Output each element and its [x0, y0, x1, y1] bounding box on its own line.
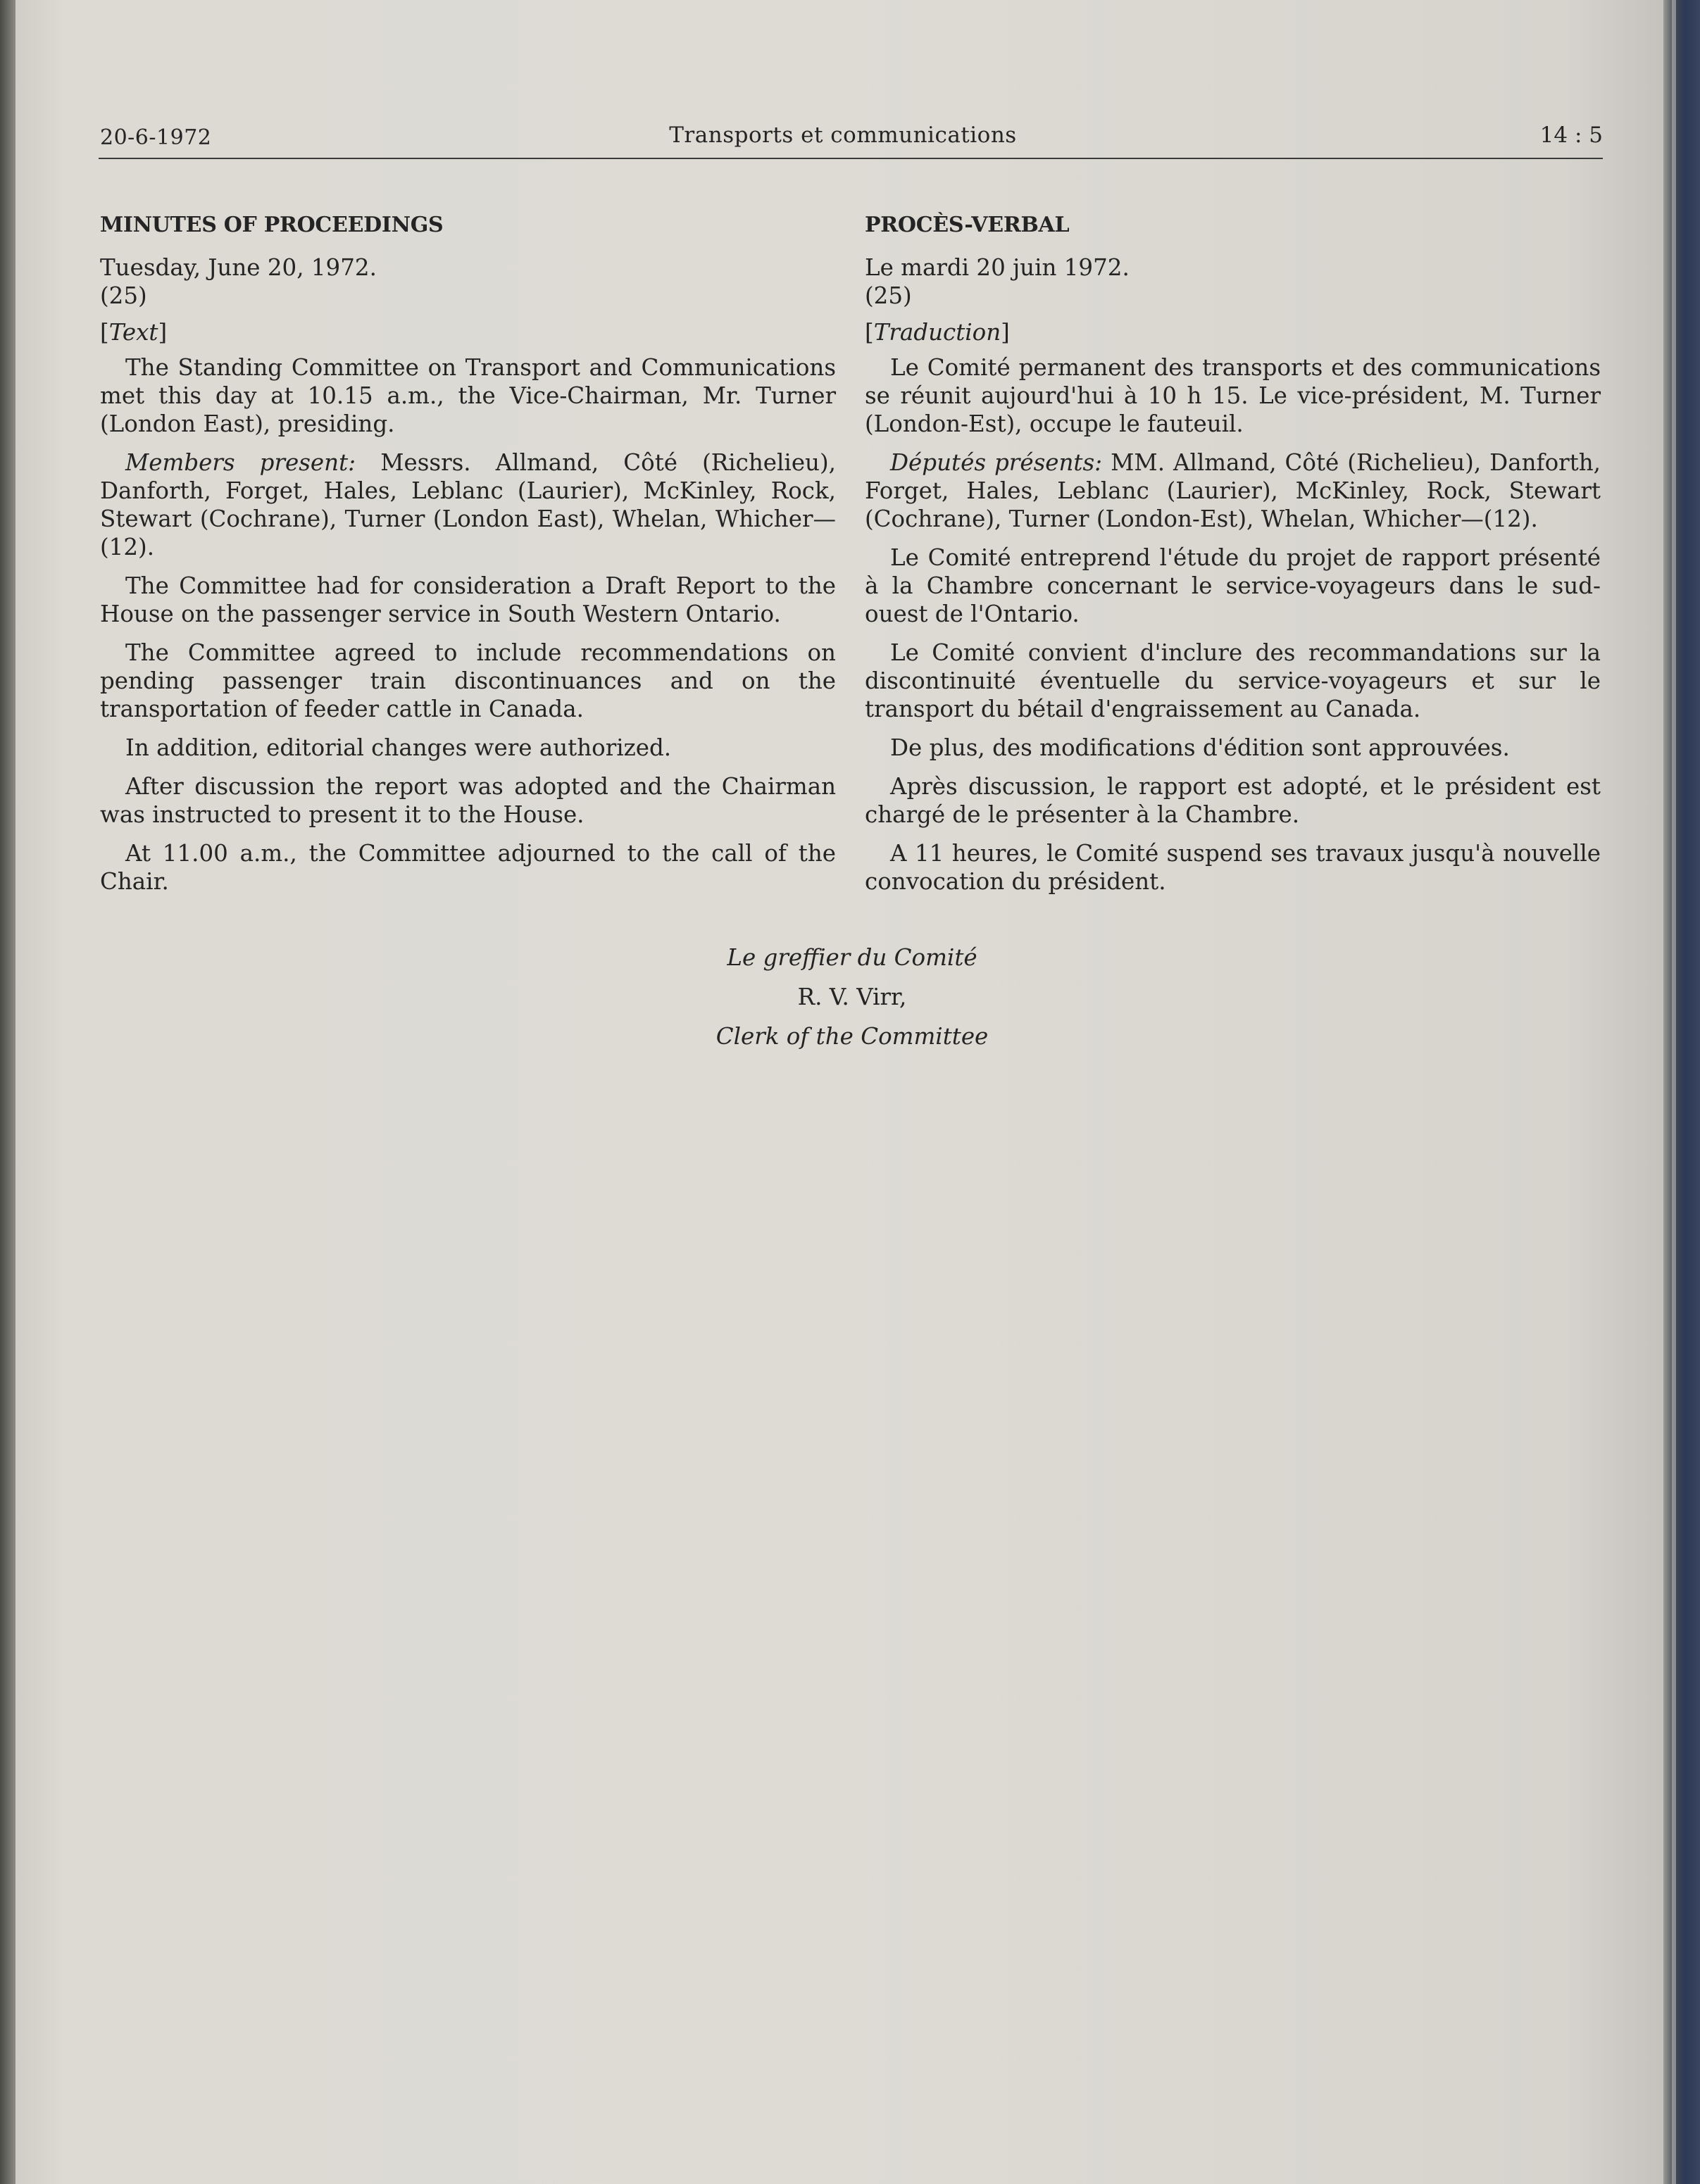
english-text-tag-label: Text [108, 319, 158, 346]
running-header [83, 120, 1603, 156]
signature-role-english: Clerk of the Committee [715, 1023, 989, 1050]
english-paragraph-agreement: The Committee agreed to include recommendations on pending passenger train discontinuances and on the transportation of feeder cattle in Canada. [100, 639, 836, 722]
french-heading: PROCÈS-VERBAL [865, 213, 1070, 237]
signature-name: R. V. Virr, [797, 984, 907, 1010]
english-paragraph-consideration: The Committee had for consideration a Draft Report to the House on the passenger service in South Western Ontario. [100, 572, 836, 627]
english-paragraph-adjournment: At 11.00 a.m., the Committee adjourned to the call of the Chair. [100, 840, 836, 895]
english-paragraph-adoption: After discussion the report was adopted and the Chairman was instructed to present it to the House. [100, 773, 836, 828]
french-paragraph-adoption: Après discussion, le rapport est adopté, et le président est chargé de le présenter à la Chambre. [865, 773, 1601, 828]
french-members-list: MM. Allmand, Côté (Richelieu), Danforth, Forget, Hales, Leblanc (Laurier), McKinley, Rock, Stewart (Cochrane), Turner (London-Est), Whelan, Whicher—(12). [865, 449, 1601, 532]
english-members-label: Members present: [125, 449, 356, 476]
signature-block [592, 942, 1113, 1060]
book-binding [1663, 0, 1700, 2184]
french-meeting-number: (25) [865, 282, 912, 309]
english-members-list: Messrs. Allmand, Côté (Richelieu), Danforth, Forget, Hales, Leblanc (Laurier), McKinley, Rock, Stewart (Cochrane), Turner (London East), Whelan, Whicher—(12). [100, 449, 836, 560]
header-page-number: 14 : 5 [1539, 123, 1603, 148]
french-paragraph-members [865, 448, 1601, 533]
binding-highlight [1672, 0, 1676, 2184]
english-column [100, 211, 836, 906]
header-title: Transports et communications [669, 123, 1017, 148]
signature-role-french: Le greffier du Comité [727, 944, 977, 971]
english-paragraph-members [100, 448, 836, 561]
french-paragraph-opening: Le Comité permanent des transports et des communications se réunit aujourd'hui à 10 h 15. Le vice-président, M. Turner (London-Est), occupe le fauteuil. [865, 354, 1601, 437]
header-date: 20-6-1972 [100, 125, 212, 150]
english-text-tag: [Text] [100, 319, 168, 346]
english-heading: MINUTES OF PROCEEDINGS [100, 213, 444, 237]
french-meeting-date: Le mardi 20 juin 1972. [865, 254, 1130, 281]
english-meeting-date: Tuesday, June 20, 1972. [100, 254, 377, 281]
english-paragraph-opening: The Standing Committee on Transport and Communications met this day at 10.15 a.m., the Vice-Chairman, Mr. Turner (London East), presiding. [100, 354, 836, 437]
english-paragraph-editorial: In addition, editorial changes were authorized. [125, 734, 672, 761]
french-members-label: Députés présents: [890, 449, 1103, 476]
french-paragraph-consideration: Le Comité entreprend l'étude du projet de rapport présenté à la Chambre concernant le service-voyageurs dans le sud-ouest de l'Ontario. [865, 544, 1601, 627]
header-rule [99, 158, 1603, 159]
scan-edge-left [0, 0, 15, 2184]
french-paragraph-adjournment: A 11 heures, le Comité suspend ses travaux jusqu'à nouvelle convocation du président. [865, 840, 1601, 895]
english-meeting-number: (25) [100, 282, 147, 309]
french-paragraph-agreement: Le Comité convient d'inclure des recommandations sur la discontinuité éventuelle du service-voyageurs et sur le transport du bétail d'engraissement au Canada. [865, 639, 1601, 722]
french-column [865, 211, 1601, 906]
french-text-tag-label: Traduction [873, 319, 1001, 346]
french-text-tag: [Traduction] [865, 319, 1010, 346]
french-paragraph-editorial: De plus, des modifications d'édition sont approuvées. [890, 734, 1510, 761]
